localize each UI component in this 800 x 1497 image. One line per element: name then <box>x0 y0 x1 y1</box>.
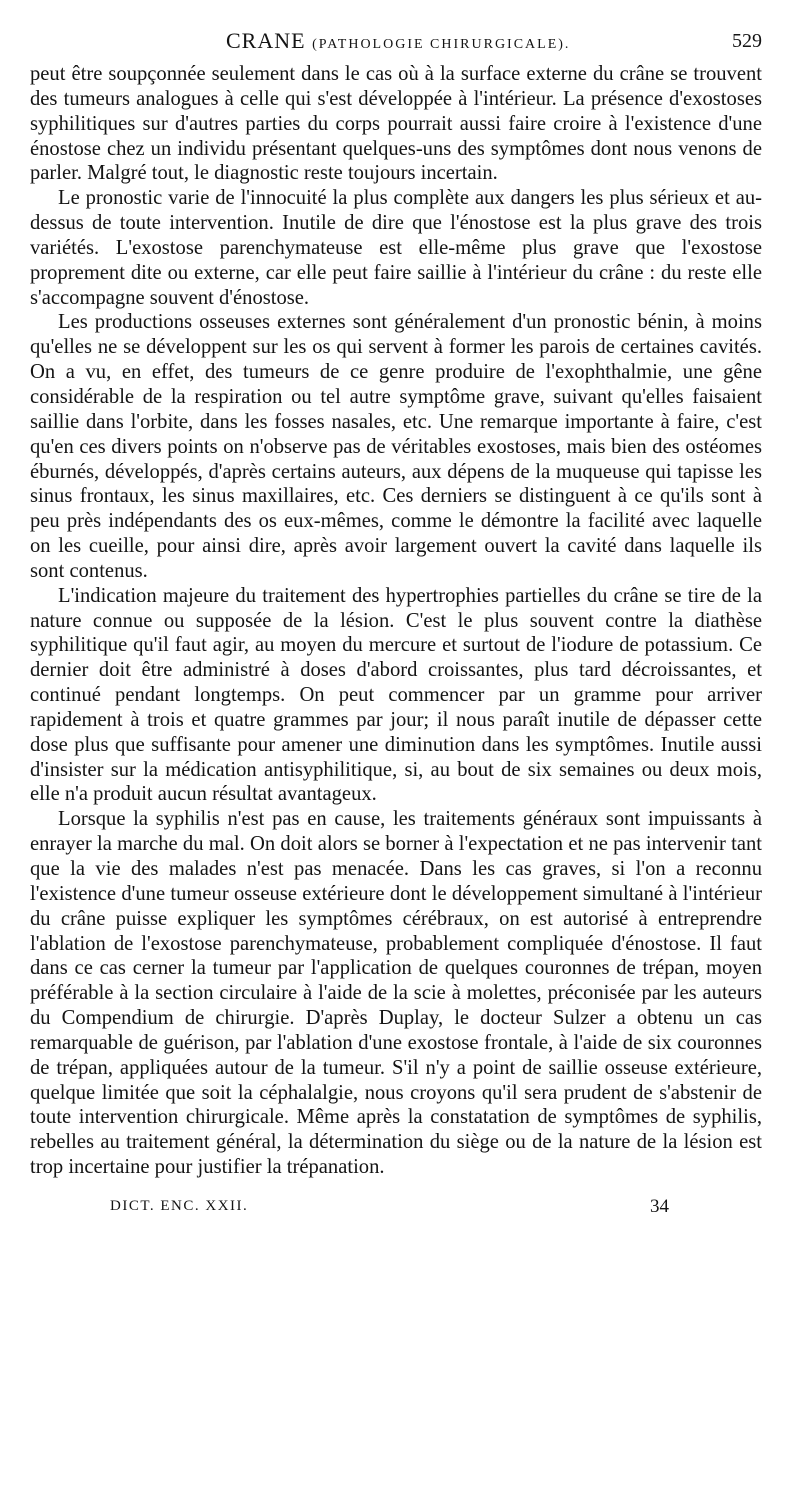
printer-signature: DICT. ENC. XXII. <box>110 1197 249 1214</box>
running-head <box>226 22 570 64</box>
paragraph: L'indication majeure du traitement des hypertrophies partielles du crâne se tire de la nature connue ou supposée de la lésion. C'est le plus souvent contre la diathèse syphilitique qu'il faut agir, au moyen du mercure et surtout de l'iodure de potassium. Ce dernier doit être administré à doses d'abord croissantes, plus tard décroissantes, et continué pendant longtemps. On peut commencer par un gramme pour arriver rapidement à trois et quatre grammes par jour; il nous paraît inutile de dépasser cette dose plus que suffisante pour amener une diminution dans les symptômes. Inutile aussi d'insister sur la médication antisyphilitique, si, au bout de six semaines ou deux mois, elle n'a produit aucun résultat avantageux. <box>30 584 762 806</box>
signature-number: 34 <box>650 1195 669 1217</box>
running-head-title: CRANE <box>226 28 306 53</box>
paragraph: Le pronostic varie de l'innocuité la plus complète aux dangers les plus sérieux et au-dessus de toute intervention. Inutile de dire que l'énostose est la plus grave des trois variétés. L'exostose parenchymateuse est elle-même plus grave que l'exostose proprement dite ou externe, car elle peut faire saillie à l'intérieur du crâne : du reste elle s'accompagne souvent d'énostose. <box>30 187 762 309</box>
page-footer <box>30 1194 762 1224</box>
running-head-subtitle: (PATHOLOGIE CHIRURGICALE). <box>312 37 571 52</box>
page <box>30 22 762 1224</box>
paragraph: peut être soupçonnée seulement dans le cas où à la surface externe du crâne se trouvent des tumeurs analogues à celle qui s'est développée à l'intérieur. La présence d'exostoses syphilitiques sur d'autres parties du corps pourrait aussi faire croire à l'existence d'une énostose chez un individu présentant quelques-uns des symptômes dont nous venons de parler. Malgré tout, le diagnostic reste toujours incertain. <box>30 63 762 185</box>
paragraph: Les productions osseuses externes sont généralement d'un pronostic bénin, à moins qu'elles ne se développent sur les os qui servent à former les parois de certaines cavités. On a vu, en effet, des tumeurs de ce genre produire de l'exophthalmie, une gêne considérable de la respiration ou tel autre symptôme grave, suivant qu'elles faisaient saillie dans l'orbite, dans les fosses nasales, etc. Une remarque importante à faire, c'est qu'en ces divers points on n'observe pas de véritables exostoses, mais bien des ostéomes éburnés, développés, d'après certains auteurs, aux dépens de la muqueuse qui tapisse les sinus frontaux, les sinus maxillaires, etc. Ces derniers se distinguent à ce qu'ils sont à peu près indépendants des os eux-mêmes, comme le démontre la facilité avec laquelle on les cueille, pour ainsi dire, après avoir largement ouvert la cavité dans laquelle ils sont contenus. <box>30 311 762 582</box>
paragraph: Lorsque la syphilis n'est pas en cause, les traitements généraux sont impuissants à enrayer la marche du mal. On doit alors se borner à l'expectation et ne pas intervenir tant que la vie des malades n'est pas menacée. Dans les cas graves, si l'on a reconnu l'existence d'une tumeur osseuse extérieure dont le développement simultané à l'intérieur du crâne puisse expliquer les symptômes cérébraux, on est autorisé à entreprendre l'ablation de l'exostose parenchymateuse, probablement compliquée d'énostose. Il faut dans ce cas cerner la tumeur par l'application de quelques couronnes de trépan, moyen préférable à la section circulaire à l'aide de la scie à molettes, préconisée par les auteurs du Compendium de chirurgie. D'après Duplay, le docteur Sulzer a obtenu un cas remarquable de guérison, par l'ablation d'une exostose frontale, à l'aide de six couronnes de trépan, appliquées autour de la tumeur. S'il n'y a point de saillie osseuse extérieure, quelque limitée que soit la céphalalgie, nous croyons qu'il sera prudent de s'abstenir de toute intervention chirurgicale. Même après la constatation de symptômes de syphilis, rebelles au traitement général, la détermination du siège ou de la nature de la lésion est trop incertaine pour justifier la trépanation. <box>30 808 762 1179</box>
running-header <box>30 22 762 60</box>
body-text <box>30 62 762 1180</box>
page-number: 529 <box>732 30 762 52</box>
